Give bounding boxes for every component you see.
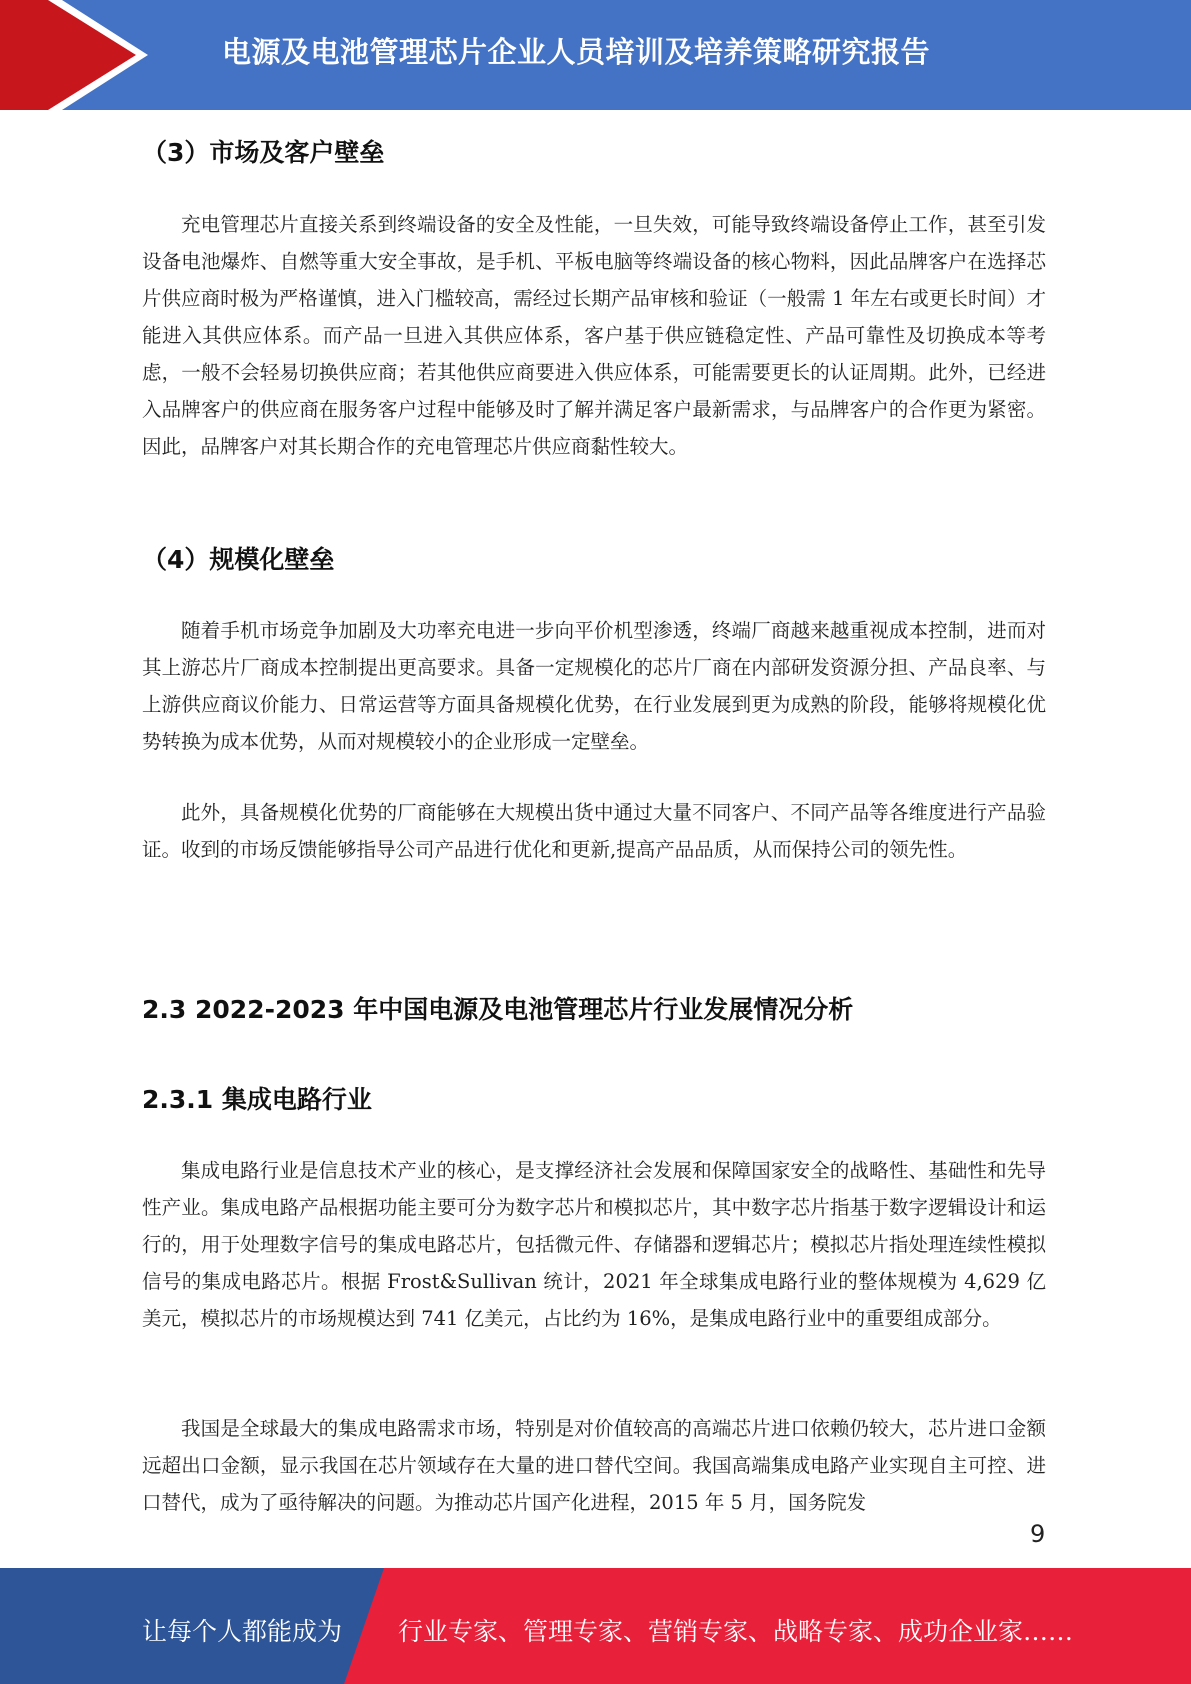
paragraph-market-barrier: 充电管理芯片直接关系到终端设备的安全及性能，一旦失效，可能导致终端设备停止工作，甚至引发设备电池爆炸、自燃等重大安全事故，是手机、平板电脑等终端设备的核心物料，因此品牌客户在选择芯片供应商时极为严格谨慎，进入门槛较高，需经过长期产品审核和验证（一般需 1 年左右或更长时间）才能进入其供应体系。而产品一旦进入其供应体系，客户基于供应链稳定性、产品可靠性及切换成本等考虑，一般不会轻易切换供应商；若其他供应商要进入供应体系，可能需要更长的认证周期。此外，已经进入品牌客户的供应商在服务客户过程中能够及时了解并满足客户最新需求，与品牌客户的合作更为紧密。因此，品牌客户对其长期合作的充电管理芯片供应商黏性较大。 [142,213,1046,458]
footer-banner [0,1568,1191,1684]
paragraph-ic-industry-2: 我国是全球最大的集成电路需求市场，特别是对价值较高的高端芯片进口依赖仍较大，芯片进口金额远超出口金额，显示我国在芯片领域存在大量的进口替代空间。我国高端集成电路产业实现自主可控、进口替代，成为了亟待解决的问题。为推动芯片国产化进程，2015 年 5 月，国务院发 [142,1417,1046,1514]
section-heading-2-3-1: 2.3.1 集成电路行业 [142,1085,372,1114]
section-heading-scale-barrier: （4）规模化壁垒 [142,545,335,574]
footer-slogan-left: 让每个人都能成为 [142,1617,343,1646]
paragraph-scale-barrier-2: 此外，具备规模化优势的厂商能够在大规模出货中通过大量不同客户、不同产品等各维度进行产品验证。收到的市场反馈能够指导公司产品进行优化和更新,提高产品品质，从而保持公司的领先性。 [142,801,1046,861]
section-heading-2-3: 2.3 2022-2023 年中国电源及电池管理芯片行业发展情况分析 [142,995,854,1024]
header-title: 电源及电池管理芯片企业人员培训及培养策略研究报告 [222,35,931,69]
page-number: 9 [1030,1520,1046,1548]
paragraph-ic-industry-1: 集成电路行业是信息技术产业的核心，是支撑经济社会发展和保障国家安全的战略性、基础性和先导性产业。集成电路产品根据功能主要可分为数字芯片和模拟芯片，其中数字芯片指基于数字逻辑设计和运行的，用于处理数字信号的集成电路芯片，包括微元件、存储器和逻辑芯片；模拟芯片指处理连续性模拟信号的集成电路芯片。根据 Frost&Sullivan 统计，2021 年全球集成电路行业的整体规模为 4,629 亿美元，模拟芯片的市场规模达到 741 亿美元，占比约为 16%，是集成电路行业中的重要组成部分。 [142,1159,1046,1330]
footer-slogan-right: 行业专家、管理专家、营销专家、战略专家、成功企业家…… [398,1617,1074,1646]
header-banner [0,0,1191,110]
section-heading-market-barrier: （3）市场及客户壁垒 [142,138,385,167]
paragraph-scale-barrier-1: 随着手机市场竞争加剧及大功率充电进一步向平价机型渗透，终端厂商越来越重视成本控制，进而对其上游芯片厂商成本控制提出更高要求。具备一定规模化的芯片厂商在内部研发资源分担、产品良率、与上游供应商议价能力、日常运营等方面具备规模化优势，在行业发展到更为成熟的阶段，能够将规模化优势转换为成本优势，从而对规模较小的企业形成一定壁垒。 [142,619,1046,753]
